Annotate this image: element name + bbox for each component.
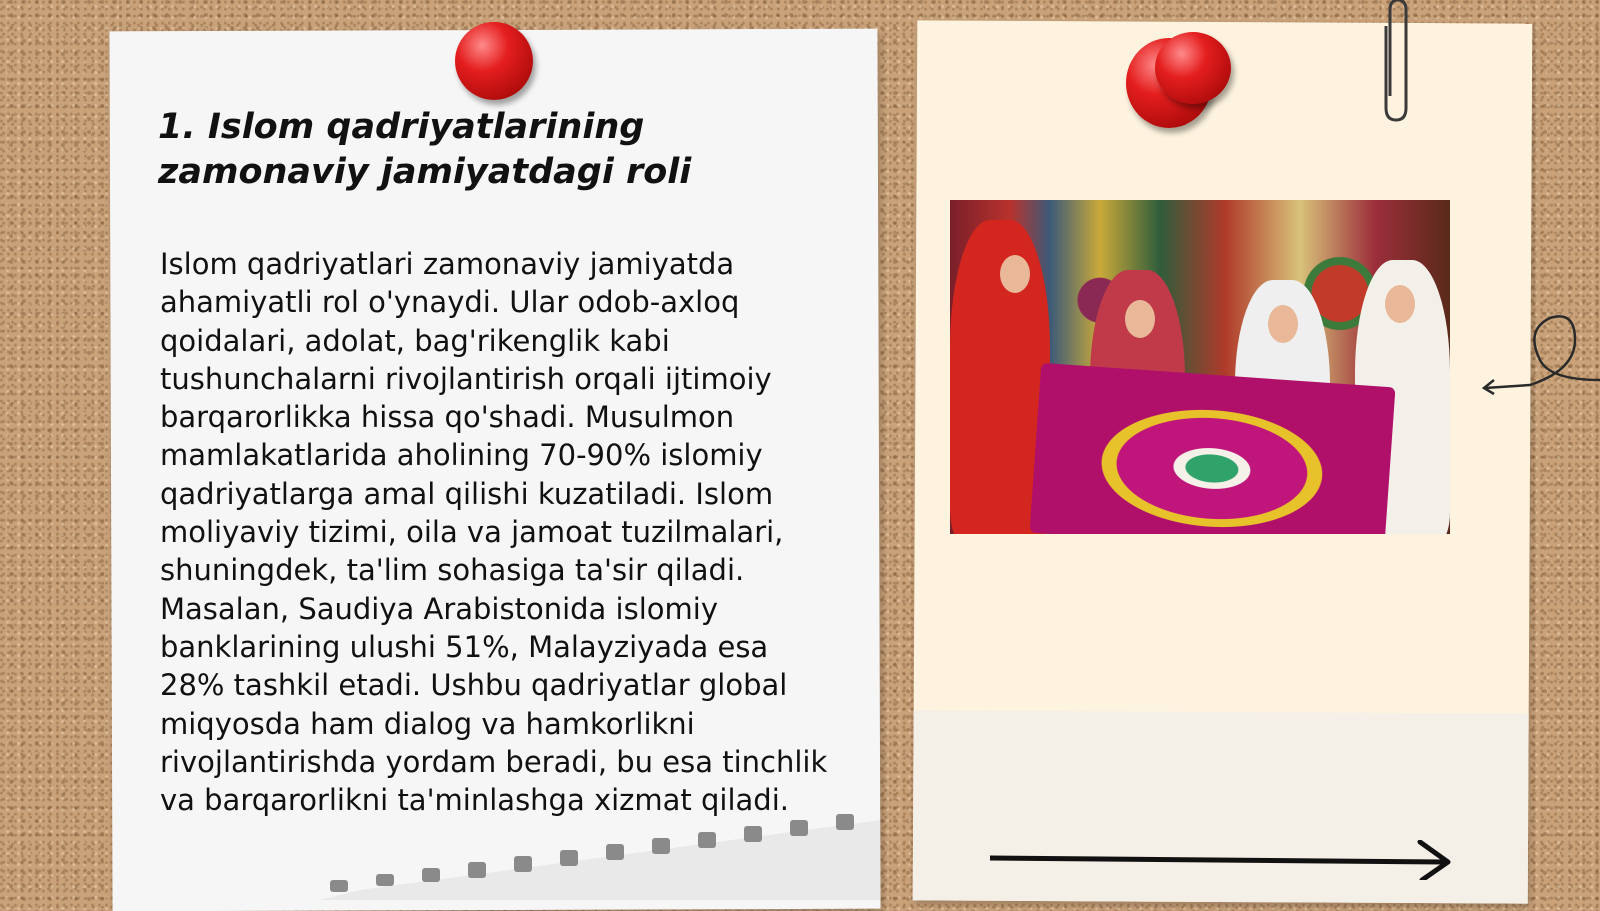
pushpin-icon: [1155, 32, 1231, 104]
paperclip-icon: [1378, 0, 1414, 124]
face: [1385, 285, 1415, 323]
curly-arrow-icon: [1480, 310, 1600, 410]
photo-women-traditional-suzani: [950, 200, 1450, 534]
slide-title: 1. Islom qadriyatlarining zamonaviy jamiyatdagi roli: [158, 107, 692, 192]
pushpin-icon: [455, 22, 533, 100]
face: [1268, 305, 1298, 343]
face: [1000, 255, 1030, 293]
suzani-embroidery: [1030, 363, 1396, 534]
torn-paper-edge: [320, 810, 880, 900]
slide-body-text: Islom qadriyatlari zamonaviy jamiyatda ahamiyatli rol o'ynaydi. Ular odob-axloq qoidalari, adolat, bag'rikenglik kabi tushunchalarni rivojlantirish orqali ijtimoiy barqarorlikka hissa qo'shadi. Musulmon mamlakatlarida aholining 70-90% islomiy qadriyatlarga amal qilishi kuzatiladi. Islom moliyaviy tizimi, oila va jamoat tuzilmalari, shuningdek, ta'lim sohasiga ta'sir qiladi. Masalan, Saudiya Arabistonida islomiy banklarining ulushi 51%, Malayziyada esa 28% tashkil etadi. Ushbu qadriyatlar global miqyosda ham dialog va hamkorlikni rivojlantirishda yordam beradi, bu esa tinchlik va barqarorlikni ta'minlashga xizmat qiladi.: [160, 247, 828, 818]
face: [1125, 300, 1155, 338]
arrow-right-icon: [990, 840, 1455, 880]
